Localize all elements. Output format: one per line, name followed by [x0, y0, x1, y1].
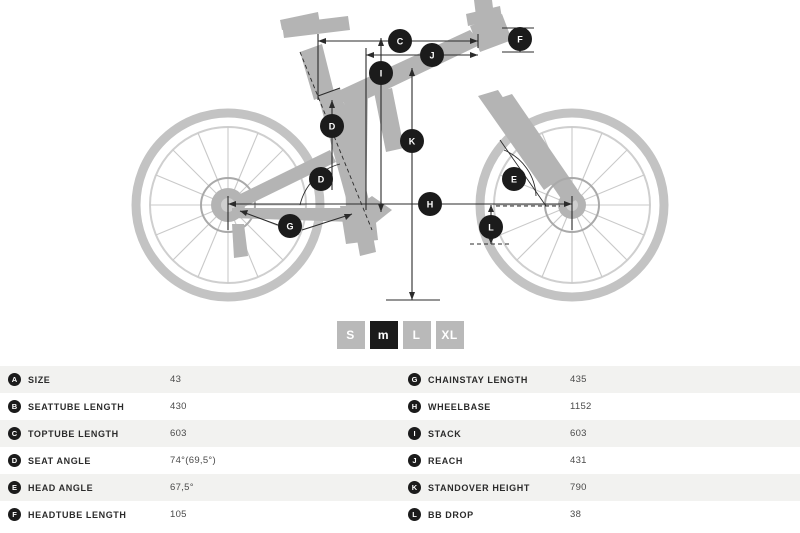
table-row: [0, 393, 400, 420]
size-option-m[interactable]: m: [370, 321, 398, 349]
row-value-wheelbase: 1152: [570, 401, 592, 412]
row-label-seat-angle: SEAT ANGLE: [28, 455, 92, 466]
table-row: [400, 393, 800, 420]
row-badge-i: I: [408, 427, 421, 440]
table-row: [0, 366, 400, 393]
row-value-head-angle: 67,5°: [170, 482, 194, 493]
svg-text:L: L: [488, 222, 494, 233]
geometry-spec-tables: [0, 366, 800, 533]
row-value-bb-drop: 38: [570, 509, 582, 520]
svg-text:K: K: [408, 136, 416, 147]
marker-H: [418, 192, 442, 216]
table-row: [0, 474, 400, 501]
table-row: [0, 501, 400, 528]
row-badge-h: H: [408, 400, 421, 413]
size-option-xl[interactable]: XL: [436, 321, 464, 349]
spec-table-right: [400, 366, 800, 533]
row-label-standover-height: STANDOVER HEIGHT: [428, 482, 530, 493]
row-badge-g: G: [408, 373, 421, 386]
marker-D-upper: [320, 114, 344, 138]
spec-table-left: [0, 366, 400, 533]
table-row: [400, 474, 800, 501]
row-label-head-angle: HEAD ANGLE: [28, 482, 94, 493]
svg-text:J: J: [429, 50, 435, 61]
marker-C: [388, 29, 412, 53]
row-badge-j: J: [408, 454, 421, 467]
svg-text:D: D: [317, 174, 325, 185]
row-label-stack: STACK: [428, 428, 462, 439]
table-row: [0, 420, 400, 447]
size-option-l[interactable]: L: [403, 321, 431, 349]
marker-J: [420, 43, 444, 67]
row-badge-b: B: [8, 400, 21, 413]
row-value-reach: 431: [570, 455, 587, 466]
svg-text:C: C: [396, 36, 404, 47]
table-row: [400, 366, 800, 393]
row-badge-a: A: [8, 373, 21, 386]
row-value-headtube-length: 105: [170, 509, 187, 520]
row-badge-e: E: [8, 481, 21, 494]
marker-G: [278, 214, 302, 238]
svg-text:H: H: [426, 199, 434, 210]
svg-text:G: G: [286, 221, 294, 232]
row-value-size: 43: [170, 374, 182, 385]
table-row: [400, 447, 800, 474]
row-label-size: SIZE: [28, 374, 51, 385]
row-label-headtube-length: HEADTUBE LENGTH: [28, 509, 127, 520]
row-badge-c: C: [8, 427, 21, 440]
row-value-toptube-length: 603: [170, 428, 187, 439]
row-label-bb-drop: BB DROP: [428, 509, 474, 520]
marker-I: [369, 61, 393, 85]
row-value-stack: 603: [570, 428, 587, 439]
svg-text:I: I: [379, 68, 383, 79]
row-label-reach: REACH: [428, 455, 464, 466]
row-value-standover-height: 790: [570, 482, 587, 493]
table-row: [400, 420, 800, 447]
row-badge-f: F: [8, 508, 21, 521]
row-badge-k: K: [408, 481, 421, 494]
row-label-seattube-length: SEATTUBE LENGTH: [28, 401, 125, 412]
marker-L: [479, 215, 503, 239]
row-badge-d: D: [8, 454, 21, 467]
table-row: [0, 447, 400, 474]
row-value-chainstay-length: 435: [570, 374, 587, 385]
row-label-wheelbase: WHEELBASE: [428, 401, 491, 412]
svg-text:F: F: [517, 34, 523, 45]
row-value-seattube-length: 430: [170, 401, 187, 412]
svg-text:E: E: [510, 174, 518, 185]
row-label-toptube-length: TOPTUBE LENGTH: [28, 428, 119, 439]
row-badge-l: L: [408, 508, 421, 521]
marker-E: [502, 167, 526, 191]
row-label-chainstay-length: CHAINSTAY LENGTH: [428, 374, 528, 385]
size-option-s[interactable]: S: [337, 321, 365, 349]
marker-F: [508, 27, 532, 51]
marker-K: [400, 129, 424, 153]
row-value-seat-angle: 74°(69,5°): [170, 455, 216, 466]
svg-text:D: D: [328, 121, 336, 132]
frame-size-selector: [0, 315, 800, 355]
marker-D-lower: [309, 167, 333, 191]
table-row: [400, 501, 800, 528]
